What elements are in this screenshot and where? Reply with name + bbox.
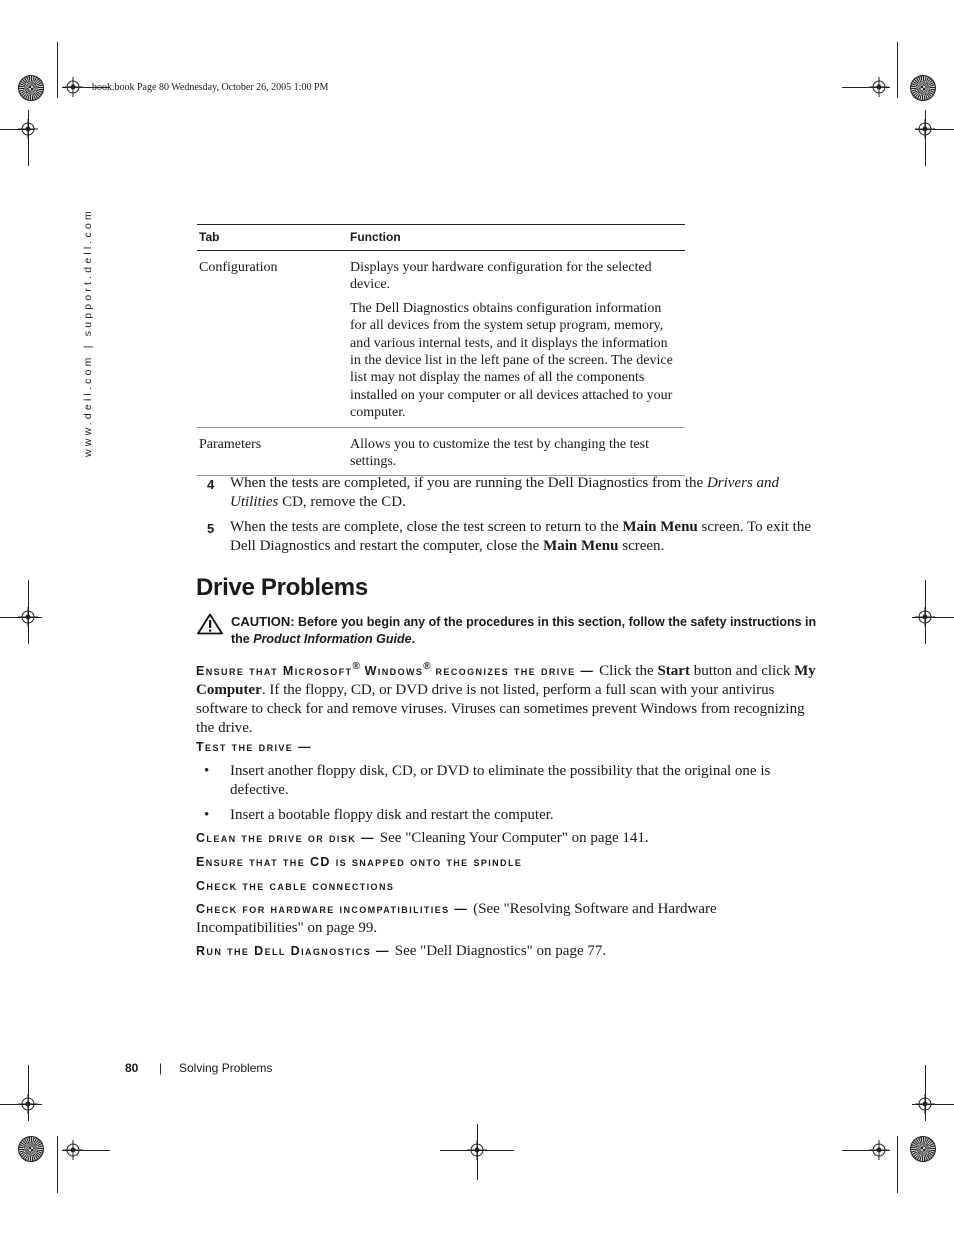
item-text: See "Dell Diagnostics" on page 77.	[394, 943, 607, 959]
table-header-tab: Tab	[199, 230, 220, 244]
caution-note	[197, 613, 819, 648]
item-text: Click the	[599, 663, 658, 679]
step-text-emphasis: Drivers and Utilities	[230, 475, 780, 510]
step-text-part: When the tests are completed, if you are running the Dell Diagnostics from the	[230, 475, 707, 491]
step-text-part: screen.	[618, 538, 665, 554]
step-number: 5	[207, 521, 215, 536]
registered-mark: ®	[423, 661, 431, 672]
item-heading: Run the Dell Diagnostics —	[196, 944, 395, 958]
registration-target-icon	[915, 119, 935, 139]
table-header-function: Function	[350, 230, 401, 244]
my-computer-label: My Computer	[196, 663, 816, 698]
registration-target-icon	[18, 119, 38, 139]
start-label: Start	[657, 663, 690, 679]
clean-drive-item	[196, 829, 818, 848]
bullet-text: Insert a bootable floppy disk and restart the computer.	[230, 807, 554, 823]
color-rosette-icon	[18, 1136, 44, 1162]
step-text-part: CD, remove the CD.	[278, 494, 406, 510]
test-drive-bullets	[204, 762, 816, 831]
item-text: See "Cleaning Your Computer" on page 141.	[379, 830, 649, 846]
cable-connections-item	[196, 877, 818, 896]
item-heading: Ensure that the CD is snapped onto the spindle	[196, 855, 523, 869]
page-number: 80	[125, 1061, 139, 1075]
dell-diagnostics-item	[196, 942, 818, 961]
table-cell-function	[350, 259, 685, 422]
footer-chapter-title: Solving Problems	[179, 1061, 273, 1075]
step-text	[230, 474, 815, 512]
caution-body: Before you begin any of the procedures in this section, follow the safety instructions in the	[231, 615, 817, 646]
step-text-bold: Main Menu	[622, 519, 698, 535]
bullet-text: Insert another floppy disk, CD, or DVD to eliminate the possibility that the original one is defective.	[230, 763, 771, 798]
table-row	[197, 251, 685, 427]
steps-list	[197, 474, 815, 562]
color-rosette-icon	[910, 1136, 936, 1162]
table-cell-paragraph: The Dell Diagnostics obtains configuration information for all devices from the system setup program, memory, and various internal tests, and it displays the information in the device list in the left pane of the screen. The device list may not display the names of all the components installed on your computer or all devices attached to your computer.	[350, 300, 673, 421]
item-heading: Ensure that Microsoft	[196, 664, 353, 678]
windows-recognize-item	[196, 657, 818, 738]
footer-separator: |	[159, 1061, 163, 1075]
caution-lead: CAUTION:	[231, 614, 295, 629]
registration-target-icon	[915, 1094, 935, 1114]
item-text: button and click	[689, 663, 795, 679]
item-heading: Clean the drive or disk —	[196, 831, 380, 845]
step-number: 4	[207, 477, 215, 492]
list-item	[197, 518, 815, 556]
table-cell-paragraph: Displays your hardware configuration for the selected device.	[350, 260, 652, 293]
registration-target-icon	[869, 1140, 889, 1160]
section-title: Drive Problems	[196, 574, 368, 601]
hardware-incompat-item	[196, 900, 818, 938]
item-text: . If the floppy, CD, or DVD drive is not listed, perform a full scan with your antivirus software to check for and remove viruses. Viruses can sometimes prevent Windows from recognizing the drive.	[196, 682, 805, 736]
table-header-row	[197, 225, 685, 250]
test-drive-item	[196, 738, 818, 757]
registered-mark: ®	[352, 661, 360, 672]
print-slug: book.book Page 80 Wednesday, October 26, 2005 1:00 PM	[92, 82, 329, 93]
table-cell-tab: Configuration	[199, 260, 278, 275]
table-row	[197, 428, 685, 476]
bullet-marker: •	[204, 763, 210, 779]
item-heading: recognizes the drive —	[430, 664, 600, 678]
registration-target-icon	[63, 77, 83, 97]
cd-spindle-item	[196, 853, 818, 872]
list-item	[197, 474, 815, 512]
table-cell-tab: Parameters	[199, 436, 262, 452]
color-rosette-icon	[18, 75, 44, 101]
caution-text	[231, 613, 819, 648]
item-heading: Check the cable connections	[196, 879, 395, 893]
registration-target-icon	[18, 1094, 38, 1114]
warning-triangle-icon	[197, 613, 223, 635]
bullet-marker: •	[204, 807, 210, 823]
item-text: (See "Resolving Software and Hardware Incompatibilities" on page 99.	[196, 901, 717, 936]
side-url: www.dell.com | support.dell.com	[82, 208, 94, 457]
registration-target-icon	[915, 607, 935, 627]
table-cell-function	[350, 436, 685, 471]
caution-end: .	[411, 632, 416, 646]
color-rosette-icon	[910, 75, 936, 101]
list-item	[204, 762, 816, 800]
item-heading: Test the drive —	[196, 740, 312, 754]
step-text-part: screen. To exit the Dell Diagnostics and restart the computer, close the	[230, 519, 811, 554]
list-item	[204, 806, 816, 825]
item-heading: Windows	[359, 664, 424, 678]
registration-target-icon	[869, 77, 889, 97]
tab-function-table	[197, 224, 685, 476]
step-text-bold: Main Menu	[543, 538, 619, 554]
registration-target-icon	[63, 1140, 83, 1160]
table-cell-paragraph: Allows you to customize the test by changing the test settings.	[350, 436, 650, 470]
step-text-part: When the tests are complete, close the test screen to return to the	[230, 519, 623, 535]
step-text	[230, 518, 815, 556]
registration-target-icon	[467, 1140, 487, 1160]
registration-target-icon	[18, 607, 38, 627]
caution-guide-title: Product Information Guide	[253, 632, 412, 646]
item-heading: Check for hardware incompatibilities —	[196, 902, 474, 916]
